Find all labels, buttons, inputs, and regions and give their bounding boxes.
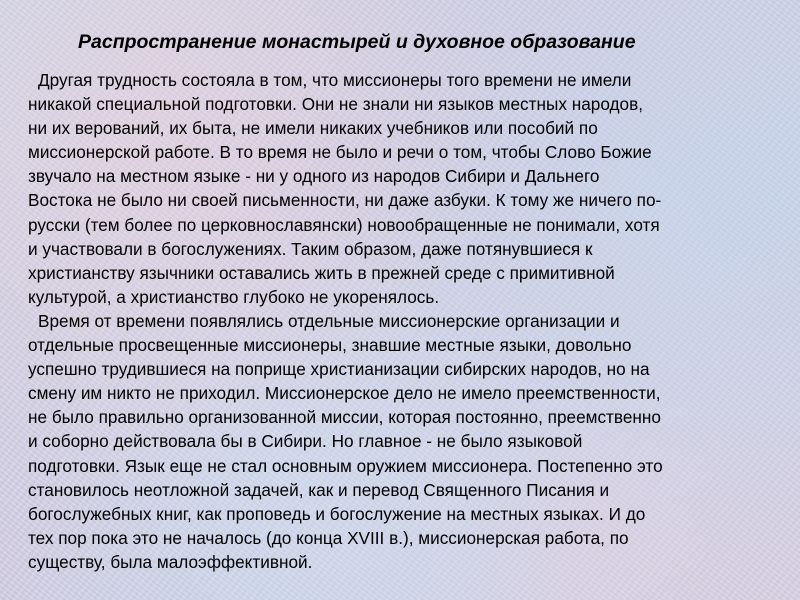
text-line: миссионерской работе. В то время не было и речи о том, чтобы Слово Божие [28,142,652,163]
text-line: становилось неотложной задачей, как и перевод Священного Писания и [28,479,610,500]
text-line: Востока не было ни своей письменности, ни даже азбуки. К тому же ничего по- [28,190,662,211]
slide-title: Распространение монастырей и духовное образование [78,31,636,53]
text-line: Время от времени появлялись отдельные миссионерские организации и [38,310,620,331]
text-line: русски (тем более по церковнославянски) новообращенные не понимали, хотя [28,214,660,235]
slide-body [28,68,776,574]
text-line: существу, была малоэффективной. [28,551,313,572]
paragraph-2 [28,309,776,574]
text-line: ни их верований, их быта, не имели никаких учебников или пособий по [28,118,598,139]
text-line: богослужебных книг, как проповедь и богослужение на местных языках. И до [28,503,646,524]
text-line: отдельные просвещенные миссионеры, знавшие местные языки, довольно [28,335,632,356]
text-line: не было правильно организованной миссии, которая постоянно, преемственно [28,407,661,428]
text-line: Другая трудность состояла в том, что миссионеры того времени не имели [38,70,632,90]
text-line: культурой, а христианство глубоко не укоренялось. [28,286,440,307]
text-line: тех пор пока это не началось (до конца XVIII в.), миссионерская работа, по [28,527,629,548]
text-line: успешно трудившиеся на поприще христианизации сибирских народов, но на [28,359,650,380]
text-line: христианству язычники оставались жить в прежней среде с примитивной [28,262,615,283]
text-line: звучало на местном языке - ни у одного из народов Сибири и Дальнего [28,166,600,187]
text-line: смену им никто не приходил. Миссионерское дело не имело преемственности, [28,383,661,404]
text-line: подготовки. Язык еще не стал основным оружием миссионера. Постепенно это [28,455,663,476]
paragraph-1 [28,68,776,309]
text-line: и соборно действовала бы в Сибири. Но главное - не было языковой [28,431,583,452]
text-line: и участвовали в богослужениях. Таким образом, даже потянувшиеся к [28,238,593,259]
text-line: никакой специальной подготовки. Они не знали ни языков местных народов, [28,94,644,115]
